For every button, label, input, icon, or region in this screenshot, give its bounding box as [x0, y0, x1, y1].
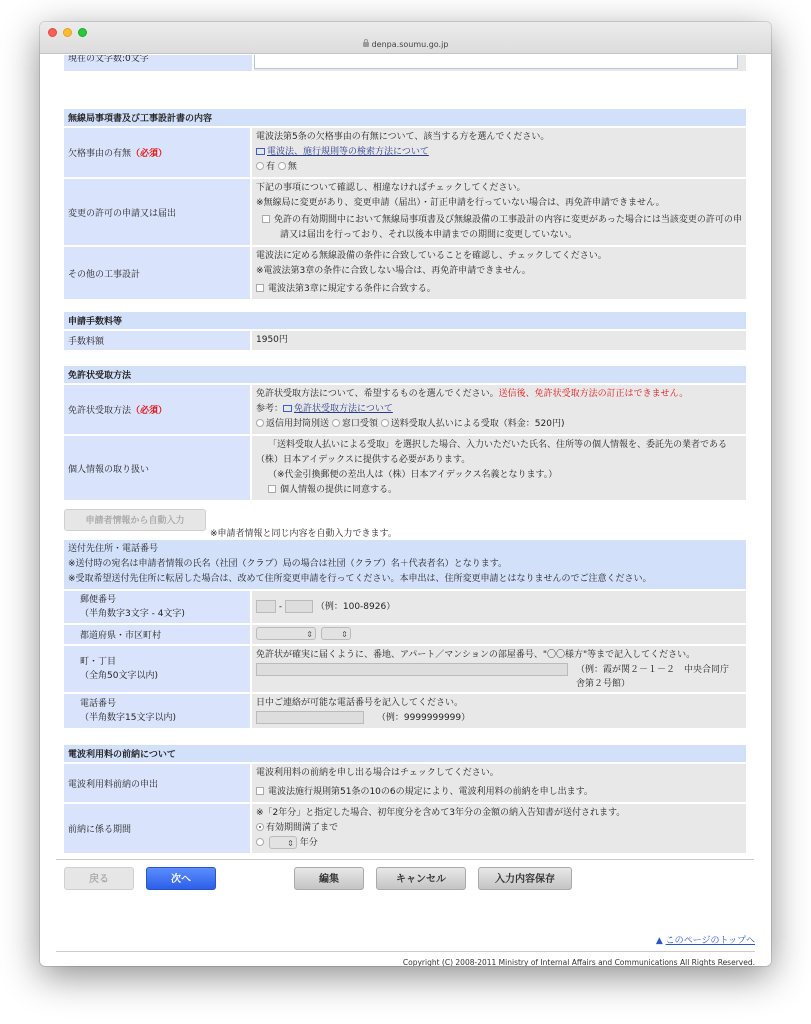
- postal-code-label: 郵便番号 （半角数字3文字 - 4文字): [64, 591, 252, 623]
- char-count-label: 現在の文字数:0文字: [68, 55, 149, 64]
- prepayment-table: 電波利用料の前納について 電波利用料前納の申出 電波利用料の前納を申し出る場合はチェックしてください。 電波法施行規則第51条の10の6の規定により、電波利用料の前納を申し出ます。 前納に係る期間 ※「2年分」と指定した場合、初年度分を含めて3年分の金額の納入告知書が送付されます。 有効期間満了まで ⇕ 年分: [64, 743, 746, 855]
- town-input[interactable]: [256, 663, 568, 676]
- law-search-link[interactable]: 電波法、施行規則等の検索方法について: [267, 147, 429, 157]
- section-title: 申請手数料等: [64, 312, 746, 329]
- page-top-link[interactable]: ▲ このページのトップへ: [655, 936, 755, 946]
- change-permit-checkbox[interactable]: [262, 215, 270, 223]
- prepay-period-label: 前納に係る期間: [64, 804, 252, 853]
- other-design-label: その他の工事設計: [64, 247, 252, 299]
- section-title: 無線局事項書及び工事設計書の内容: [64, 109, 746, 126]
- window-controls: [48, 28, 87, 37]
- fee-label: 手数料額: [64, 331, 252, 350]
- button-divider: [56, 859, 754, 860]
- triangle-up-icon: ▲: [655, 936, 663, 946]
- other-design-checkbox[interactable]: [256, 284, 264, 292]
- city-select[interactable]: [321, 627, 351, 640]
- phone-input[interactable]: [256, 711, 364, 724]
- prefecture-select[interactable]: [256, 627, 316, 640]
- lock-icon: [363, 42, 369, 47]
- period-years-select[interactable]: [269, 836, 297, 849]
- prepay-checkbox[interactable]: [256, 787, 264, 795]
- section-title: 免許状受取方法: [64, 366, 746, 383]
- edit-button[interactable]: 編集: [294, 867, 364, 890]
- section-title: 電波利用料の前納について: [64, 745, 746, 762]
- disqualification-desc: 電波法第5条の欠格事由の有無について、該当する方を選んでください。: [256, 132, 550, 142]
- receipt-envelope-radio[interactable]: [256, 419, 264, 427]
- disqualification-yes-radio[interactable]: [256, 162, 264, 170]
- next-button[interactable]: 次へ: [146, 867, 216, 890]
- save-input-button[interactable]: 入力内容保存: [478, 867, 572, 890]
- url-text: denpa.soumu.go.jp: [371, 40, 449, 49]
- minimize-window-button[interactable]: [63, 28, 72, 37]
- change-permit-label: 変更の許可の申請又は届出: [64, 179, 252, 245]
- fee-value: 1950円: [252, 331, 746, 350]
- postal-code-second-input[interactable]: [285, 600, 313, 613]
- close-window-button[interactable]: [48, 28, 57, 37]
- receipt-counter-radio[interactable]: [332, 419, 340, 427]
- period-years-radio[interactable]: [256, 838, 264, 846]
- char-count-row: [64, 55, 746, 71]
- privacy-label: 個人情報の取り扱い: [64, 436, 252, 500]
- prefecture-label: 都道府県・市区町村: [64, 625, 252, 644]
- browser-window: [40, 22, 771, 966]
- license-receipt-table: 免許状受取方法 免許状受取方法（必須） 免許状受取方法について、希望するものを選んでください。送信後、免許状受取方法の訂正はできません。 参考： 免許状受取方法について 返信用封筒別送 窓口受領 送料受取人払いによる受取（料金：520円) 個人情報の取り扱い 「送料受取人払いによる受取」を選択した場合、入力いただいた氏名、住所等の個人情報を、委託先の業者である（株）日本アイデックスに提供する必要があります。 （※代金引換郵便の差出人は（株）日本アイデックス名義となります。） 個人情報の提供に同意する。: [64, 364, 746, 502]
- external-link-icon: [283, 405, 292, 412]
- receipt-warning: 送信後、免許状受取方法の訂正はできません。: [498, 389, 689, 399]
- period-until-expiry-radio[interactable]: [256, 823, 264, 831]
- postal-code-first-input[interactable]: [256, 600, 276, 613]
- comment-textarea[interactable]: [254, 55, 738, 69]
- fee-table: [64, 310, 746, 352]
- phone-label: 電話番号 （半角数字15文字以内): [64, 694, 252, 728]
- receipt-cod-radio[interactable]: [381, 419, 389, 427]
- address-bar[interactable]: [40, 40, 771, 49]
- cancel-button[interactable]: キャンセル: [376, 867, 466, 890]
- address-table: 送付先住所・電話番号 ※送付時の宛名は申請者情報の氏名（社団（クラブ）局の場合は社団（クラブ）名＋代表者名）となります。 ※受取希望送付先住所に転居した場合は、改めて住所変更申請を行ってください。本申出は、住所変更申請とはなりませんのでご注意ください。 郵便番号 （半角数字3文字 - 4文字) - （例：100-8926） 都道府県・市区町村 ⇕ ⇕ 町・丁目 （全角50文字以内) 免許状が確実に届くように、番地、アパート／マンションの部屋番号、"〇〇様方"等まで記入してください。 （例：霞が関２－１－２ 中央合同庁舎第２号館） 電話番号 （半角数字15文字以内) 日中ご連絡が可能な電話番号を記入してください。 （例：9999999999）: [64, 538, 746, 730]
- privacy-consent-checkbox[interactable]: [268, 485, 276, 493]
- page-content: [40, 55, 771, 966]
- receipt-method-link[interactable]: 免許状受取方法について: [294, 404, 393, 414]
- disqualification-no-radio[interactable]: [278, 162, 286, 170]
- external-link-icon: [256, 148, 265, 155]
- license-content-table: 無線局事項書及び工事設計書の内容 欠格事由の有無（必須） 電波法第5条の欠格事由の有無について、該当する方を選んでください。 電波法、施行規則等の検索方法について 有 無 変更の許可の申請又は届出 下記の事項について確認し、相違なければチェックしてください。 ※無線局に変更があり、変更申請（届出）・訂正申請を行っていない場合は、再免許申請できません。 免許の有効期間中において無線局事項書及び無線設備の工事設計の内容に変更があった場合には当該変更の許可の申請又は届出を行っており、それ以後本申請までの期間に変更していない。 その他の工事設計 電波法に定める無線設備の条件に合致していることを確認し、チェックしてください。 ※電波法第3章の条件に合致しない場合は、再免許申請できません。 電波法第3章に規定する条件に合致する。: [64, 107, 746, 301]
- receipt-method-label: 免許状受取方法（必須）: [64, 385, 252, 434]
- town-label: 町・丁目 （全角50文字以内): [64, 646, 252, 692]
- disqualification-label: 欠格事由の有無（必須）: [64, 128, 252, 177]
- back-button[interactable]: 戻る: [64, 867, 134, 890]
- autofill-button[interactable]: 申請者情報から自動入力: [64, 509, 206, 531]
- address-section-title: 送付先住所・電話番号: [68, 544, 159, 554]
- title-bar: [40, 22, 771, 54]
- zoom-window-button[interactable]: [78, 28, 87, 37]
- footer-divider: [56, 951, 755, 952]
- autofill-note: ※申請者情報と同じ内容を自動入力できます。: [210, 529, 397, 539]
- prepay-label: 電波利用料前納の申出: [64, 764, 252, 802]
- copyright: Copyright (C) 2008-2011 Ministry of Internal Affairs and Communications All Rights Reserved.: [402, 958, 755, 966]
